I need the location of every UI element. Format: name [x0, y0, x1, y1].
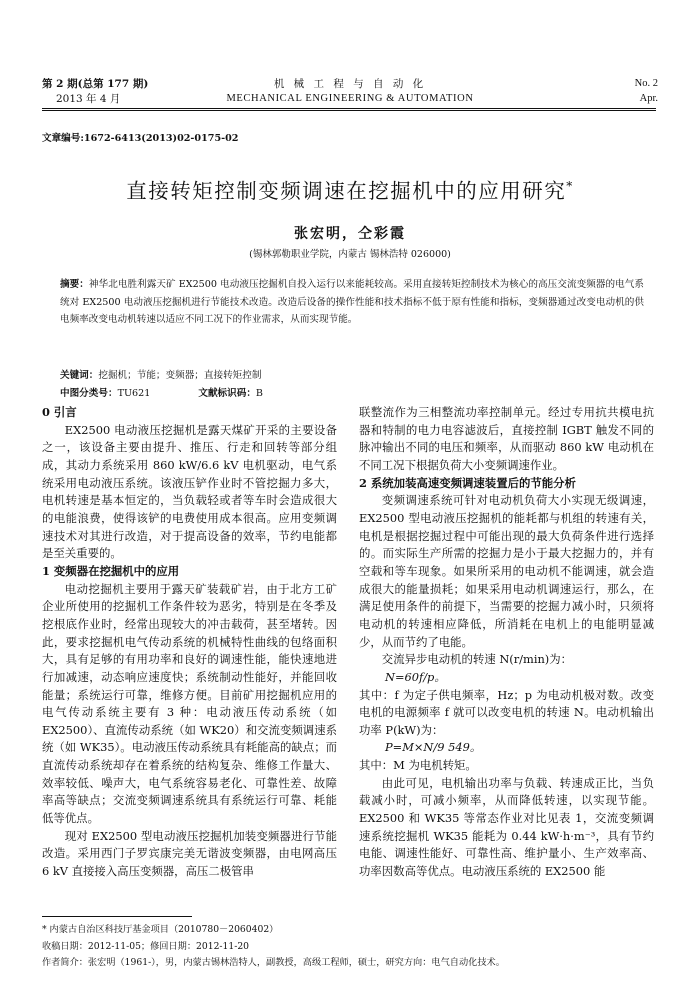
header-rule — [42, 108, 656, 109]
paper-title: 直接转矩控制变频调速在挖掘机中的应用研究* — [126, 179, 574, 203]
abstract-label: 摘要： — [60, 279, 89, 290]
article-number: 文章编号:1672-6413(2013)02-0175-02 — [42, 133, 239, 144]
section-0-heading: 0 引言 — [42, 405, 77, 419]
section-1-heading: 1 变频器在挖掘机中的应用 — [42, 563, 180, 578]
fund-note: * 内蒙古自治区科技厅基金项目（2010780－2060402） — [42, 924, 279, 935]
issue-month: Apr. — [639, 93, 658, 104]
energy-paragraph: 由此可见，电机输出功率与负载、转速成正比，当负载减小时，可减小频率，从而降低转速，以实现节能。EX2500 和 WK35 等常态作业对比见表 1，交流变频调速系统挖掘机 WK35 能耗为 0.44 kW·h·m⁻³，具有节约电能、调速性能好、可靠性高、维护量小、生产效率高、功率因数高等优点。电动液压系统的 EX2500 能 — [359, 775, 654, 879]
section-1-paragraph: 电动挖掘机主要用于露天矿装载矿岩，由于北方工矿企业所使用的挖掘机工作条件较为恶劣，特别是在冬季及挖根底作业时，经常出现较大的冲击载荷，甚至堵转。因此，要求挖掘机电气传动系统的机械特性曲线的包络面积大，具有足够的有用功率和良好的调速性能，能快速地进行加减速，动态响应速度快；系统制动性能好，并能回收能量；系统运行可靠，维修方便。目前矿用挖掘机应用的电气传动系统主要有 3 种：电动液压传动系统（如 EX2500）、直流传动系统（如 WK20）和交流变频调速系统（如 WK35）。电动液压传动系统具有耗能高的缺点；而直流传动系统却存在着系统的结构复杂、维修工作量大、效率较低、噪声大，电气系统容易老化、可靠性差、故障率高等缺点；交流变频调速系统具有系统运行可靠、耗能低等优点。 — [42, 581, 337, 826]
received-dates: 收稿日期：2012-11-05；修回日期：2012-11-20 — [42, 940, 250, 952]
doc-code-label: 文献标识码： — [198, 387, 256, 399]
continued-paragraph: 联整流作为三相整流功率控制单元。经过专用抗共模电抗器和特制的电力电容滤波后，直接控制 IGBT 触发不同的脉冲输出不同的电压和频率，从而驱动 860 kW 电动机在不同工况下根据负荷大小变频调速作业。 — [359, 405, 654, 472]
doc-code-value: B — [255, 387, 263, 399]
journal-title-cn: 机 械 工 程 与 自 动 化 — [273, 78, 427, 90]
paper-authors: 张宏明，仝彩霞 — [294, 226, 406, 242]
author-affiliation: (锡林郭勒职业学院，内蒙古 锡林浩特 026000) — [249, 249, 451, 260]
section-2-heading: 2 系统加装高速变频调速装置后的节能分析 — [359, 475, 576, 490]
classification-label: 中图分类号： — [60, 387, 118, 399]
issue-number: No. 2 — [634, 78, 658, 89]
speed-intro: 交流异步电动机的转速 N(r/min)为： — [381, 652, 573, 667]
speed-explanation: 其中：f 为定子供电频率，Hz；p 为电动机极对数。改变电机的电源频率 f 就可以改变电机的转速 N。电动机输出功率 P(kW)为： — [359, 687, 654, 737]
footnote-rule — [42, 916, 192, 917]
power-formula: P=M×N/9 549。 — [385, 740, 482, 755]
footnotes — [42, 922, 662, 972]
power-explanation: 其中：M 为电机转矩。 — [359, 758, 477, 773]
speed-formula: N=60f/p。 — [385, 669, 446, 684]
abstract — [60, 276, 644, 329]
intro-paragraph: EX2500 电动液压挖掘机是露天煤矿开采的主要设备之一，该设备主要由提升、推压、行走和回转等部分组成，其动力系统采用 860 kW/6.6 kV 电机驱动，电气系统采用电动液压系统。该液压铲作业时不管挖掘力多大，电机转速是基本恒定的，当负载轻或者等车时会造成很大的电能浪费，使得该铲的电费使用成本很高。应用变频调速技术对其进行改造，对于提高设备的效率，节约电能都是至关重要的。 — [42, 422, 337, 561]
journal-title-en: MECHANICAL ENGINEERING & AUTOMATION — [226, 93, 474, 104]
right-column — [359, 404, 654, 881]
left-column — [42, 404, 337, 881]
title-footnote-mark: * — [566, 179, 574, 194]
keywords-block — [60, 367, 263, 402]
issue-label: 第 2 期(总第 177 期) — [42, 78, 149, 90]
section-2-paragraph: 变频调速系统可针对电动机负荷大小实现无级调速，EX2500 型电动液压挖掘机的能耗都与机组的转速有关，电机是根据挖掘过程中可能出现的最大负荷条件进行选择的。而实际生产所需的挖掘力是小于最大挖掘力的，并有空载和等车现象。如果所采用的电动机不能调速，就会造成很大的能量损耗；如果采用电动机调速运行，那么，在满足使用条件的前提下，当需要的挖掘力减小时，只须将电动机的转速相应降低，所消耗在电机上的电能明显减少，从而节约了电能。 — [359, 493, 654, 649]
keywords-text: 挖掘机；节能；变频器；直接转矩控制 — [98, 370, 262, 381]
classification-value: TU621 — [117, 387, 151, 399]
header-rule-2 — [42, 110, 656, 111]
section-1-paragraph-2: 现对 EX2500 型电动液压挖掘机加装变频器进行节能改造。采用西门子罗宾康完美无谐波变频器，由电网高压 6 kV 直接接入高压变频器，高压二极管串 — [42, 828, 337, 879]
date-label: 2013 年 4 月 — [56, 93, 121, 105]
keywords-label: 关键词： — [60, 370, 99, 381]
abstract-text: 神华北电胜利露天矿 EX2500 电动液压挖掘机自投入运行以来能耗较高。采用直接转矩控制技术为核心的高压交流变频器的电气系统对 EX2500 电动液压挖掘机进行节能技术改造。改造后设备的操作性能和技术指标不低于原有性能和指标，变频器通过改变电动机的供电频率改变电动机转速以适应不同工况下的作业需求，从而实现节能。 — [60, 279, 645, 325]
author-bio: 作者简介：张宏明（1961-），男，内蒙古锡林浩特人，副教授，高级工程师，硕士，研究方向：电气自动化技术。 — [42, 957, 505, 968]
